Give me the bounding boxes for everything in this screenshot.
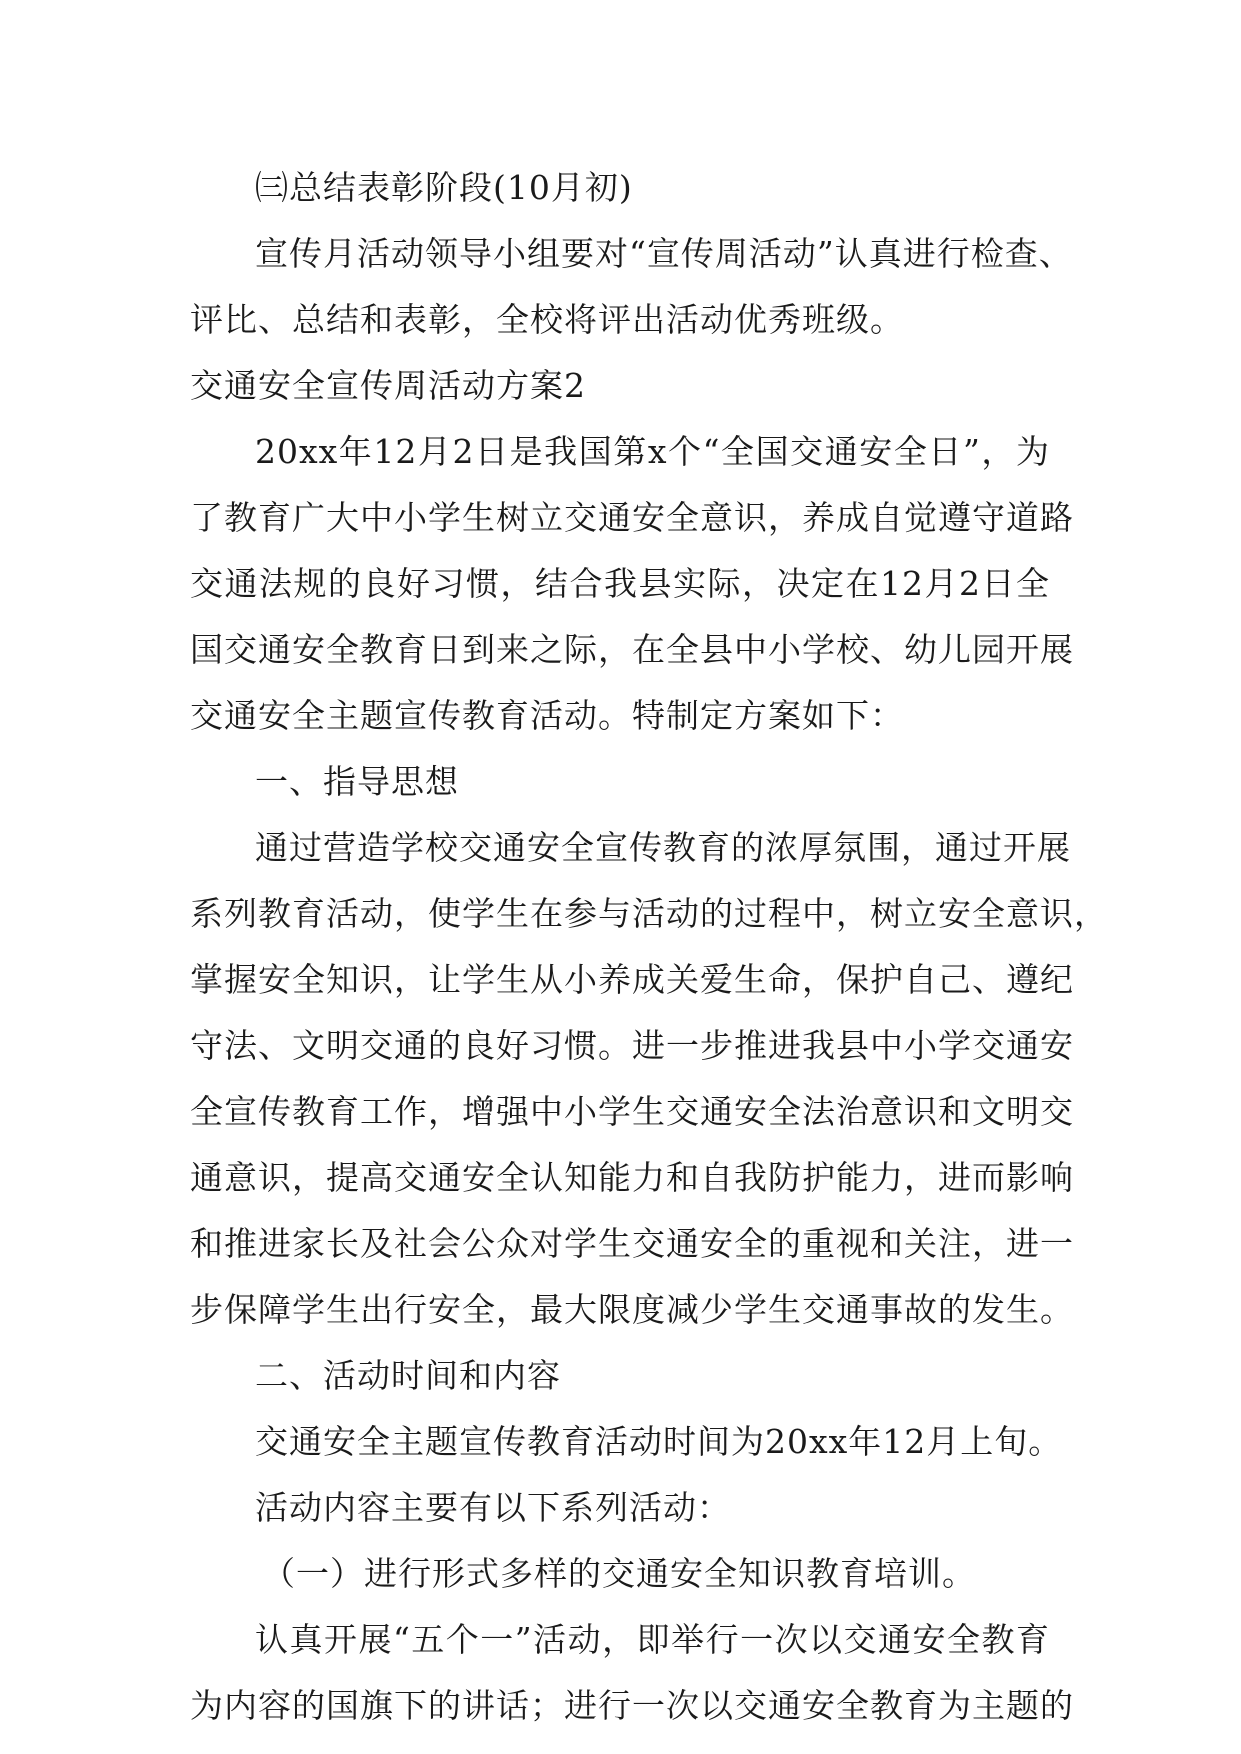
paragraph-line: 20xx年12月2日是我国第x个“全国交通安全日”，为: [255, 432, 1050, 471]
paragraph-line: 为内容的国旗下的讲话；进行一次以交通安全教育为主题的: [190, 1686, 1074, 1725]
paragraph-line: 通意识，提高交通安全认知能力和自我防护能力，进而影响: [190, 1158, 1074, 1197]
paragraph-line: 认真开展“五个一”活动，即举行一次以交通安全教育: [255, 1620, 1050, 1659]
section-heading-time-content: 二、活动时间和内容: [255, 1356, 561, 1395]
section-heading-guiding-idea: 一、指导思想: [255, 762, 459, 801]
section-heading-summary-stage: ㈢总结表彰阶段(10月初): [255, 168, 633, 207]
paragraph-line: 通过营造学校交通安全宣传教育的浓厚氛围，通过开展: [255, 828, 1071, 867]
paragraph-line: 系列教育活动，使学生在参与活动的过程中，树立安全意识，: [190, 894, 1108, 933]
paragraph-line: 步保障学生出行安全，最大限度减少学生交通事故的发生。: [190, 1290, 1074, 1329]
paragraph-line: 活动内容主要有以下系列活动：: [255, 1488, 731, 1527]
paragraph-line: 守法、文明交通的良好习惯。进一步推进我县中小学交通安: [190, 1026, 1074, 1065]
paragraph-line: 全宣传教育工作，增强中小学生交通安全法治意识和文明交: [190, 1092, 1074, 1131]
paragraph-line: 了教育广大中小学生树立交通安全意识，养成自觉遵守道路: [190, 498, 1074, 537]
paragraph-line: 评比、总结和表彰，全校将评出活动优秀班级。: [190, 300, 904, 339]
paragraph-line: 国交通安全教育日到来之际，在全县中小学校、幼儿园开展: [190, 630, 1074, 669]
document-title: 交通安全宣传周活动方案2: [190, 366, 586, 405]
paragraph-line: 交通安全主题宣传教育活动时间为20xx年12月上旬。: [255, 1422, 1063, 1461]
paragraph-line: 宣传月活动领导小组要对“宣传周活动”认真进行检查、: [255, 234, 1073, 273]
paragraph-line: 交通安全主题宣传教育活动。特制定方案如下：: [190, 696, 904, 735]
paragraph-line: 掌握安全知识，让学生从小养成关爱生命，保护自己、遵纪: [190, 960, 1074, 999]
paragraph-line: 交通法规的良好习惯，结合我县实际，决定在12月2日全: [190, 564, 1050, 603]
subsection-heading-training: （一）进行形式多样的交通安全知识教育培训。: [262, 1554, 976, 1593]
paragraph-line: 和推进家长及社会公众对学生交通安全的重视和关注，进一: [190, 1224, 1074, 1263]
